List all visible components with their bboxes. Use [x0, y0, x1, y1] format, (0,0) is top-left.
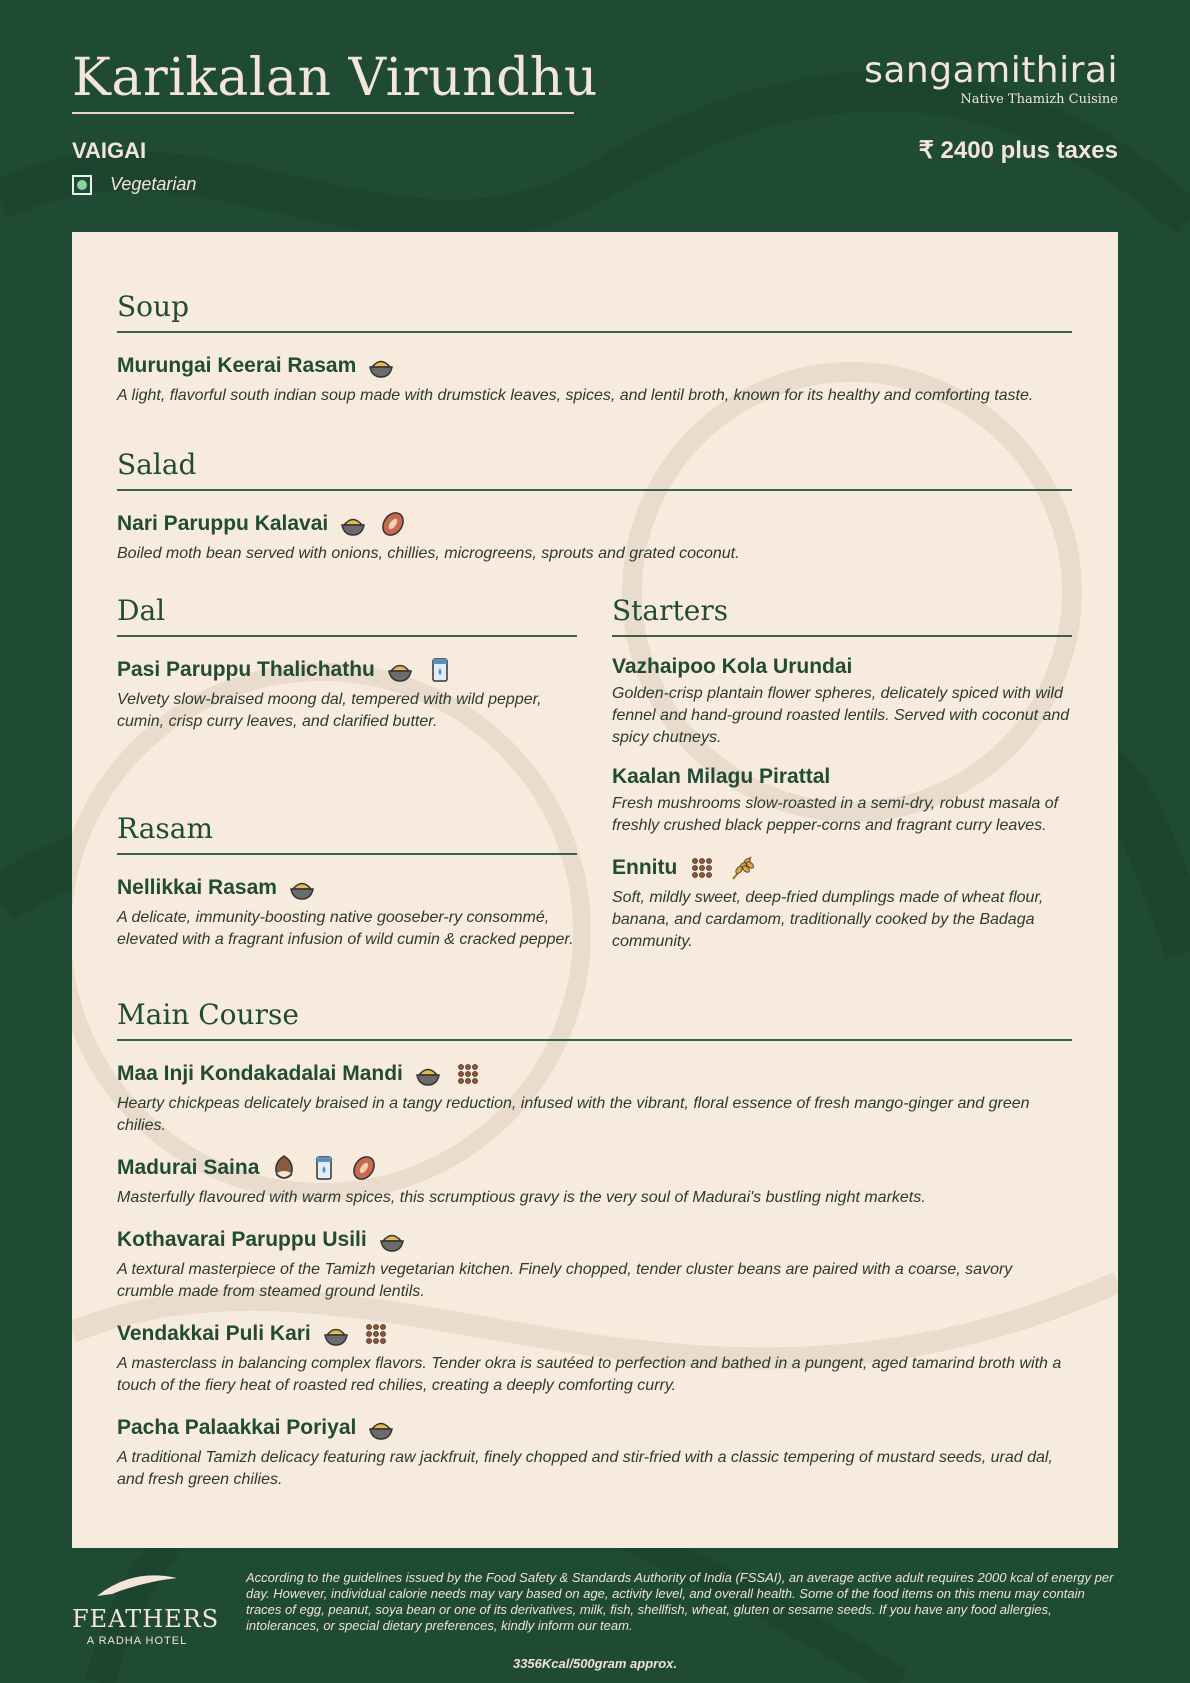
section-title: Soup — [117, 290, 189, 323]
section-title: Dal — [117, 594, 166, 627]
dish-name: Pasi Paruppu Thalichathu — [117, 657, 375, 681]
seed-icon — [349, 1153, 379, 1183]
bowl-icon — [385, 655, 415, 685]
bowl-icon — [377, 1225, 407, 1255]
section-divider — [117, 489, 1072, 491]
dish-description: Velvety slow-braised moong dal, tempered with wild pepper, cumin, crisp curry leaves, and clarified butter. — [117, 690, 542, 730]
dish-item — [117, 1413, 1072, 1491]
section-main-course — [117, 998, 1072, 1507]
section-title: Rasam — [117, 812, 214, 845]
bowl-icon — [413, 1059, 443, 1089]
nut-icon — [269, 1153, 299, 1183]
dish-name: Maa Inji Kondakadalai Mandi — [117, 1061, 403, 1085]
section-rasam — [117, 812, 577, 967]
dish-name: Kaalan Milagu Pirattal — [612, 764, 831, 788]
dish-description: A masterclass in balancing complex flavors. Tender okra is sautéed to perfection and bathed in a pungent, aged tamarind broth with a touch of the fiery heat of roasted red chilies, creating a deeply comforting curry. — [117, 1354, 1062, 1394]
milk-icon — [425, 655, 455, 685]
dish-name: Madurai Saina — [117, 1155, 260, 1179]
dish-name: Vendakkai Puli Kari — [117, 1321, 311, 1345]
dish-description: Soft, mildly sweet, deep-fried dumplings made of wheat flour, banana, and cardamom, traditionally cooked by the Badaga community. — [612, 888, 1044, 950]
page-title: Karikalan Virundhu — [72, 48, 598, 108]
allergen-disclaimer: According to the guidelines issued by the Food Safety & Standards Authority of India (FSSAI), an average active adult requires 2000 kcal of energy per day. However, individual calorie needs may vary based on age, activity level, and overall health. Some of the food items on this menu may contain traces of egg, peanut, soya bean or one of its derivatives, milk, fish, shellfish, wheat, gluten or sesame seeds. If you have any food allergies, intolerances, or special dietary preferences, kindly inform our team. — [246, 1570, 1114, 1633]
seed-icon — [378, 509, 408, 539]
dish-item — [612, 765, 1072, 837]
section-starters — [612, 594, 1072, 969]
dish-name: Murungai Keerai Rasam — [117, 353, 357, 377]
menu-price: ₹ 2400 plus taxes — [918, 137, 1118, 164]
section-title: Starters — [612, 594, 729, 627]
section-divider — [117, 853, 577, 855]
dish-description: A textural masterpiece of the Tamizh vegetarian kitchen. Finely chopped, tender cluster beans are paired with a coarse, savory crumble made from steamed ground lentils. — [117, 1260, 1013, 1300]
dish-description: Hearty chickpeas delicately braised in a tangy reduction, infused with the vibrant, floral essence of fresh mango-ginger and green chilies. — [117, 1094, 1030, 1134]
veg-label: Vegetarian — [110, 174, 197, 194]
bowl-icon — [321, 1319, 351, 1349]
section-title: Salad — [117, 448, 197, 481]
dish-item — [117, 351, 1072, 407]
dish-item — [117, 1059, 1072, 1137]
dish-item — [117, 1153, 1072, 1209]
menu-card — [72, 232, 1118, 1548]
feather-icon — [92, 1572, 182, 1600]
hotel-tagline: A RADHA HOTEL — [86, 1635, 188, 1647]
dish-name: Ennitu — [612, 855, 678, 879]
dish-description: Fresh mushrooms slow-roasted in a semi-dry, robust masala of freshly crushed black pepper-corns and fragrant curry leaves. — [612, 794, 1059, 834]
dish-description: A delicate, immunity-boosting native gooseber-ry consommé, elevated with a fragrant infusion of wild cumin & cracked pepper. — [117, 908, 574, 948]
section-divider — [117, 331, 1072, 333]
grains-icon — [361, 1319, 391, 1349]
dish-item — [117, 655, 577, 733]
dish-name: Nellikkai Rasam — [117, 875, 277, 899]
calorie-note: 3356Kcal/500gram approx. — [512, 1656, 678, 1671]
dish-description: A light, flavorful south indian soup made with drumstick leaves, spices, and lentil broth, known for its healthy and comforting taste. — [117, 386, 1034, 404]
dish-item — [612, 853, 1072, 953]
brand-name: sangamithirai — [864, 50, 1118, 91]
bowl-icon — [287, 873, 317, 903]
dish-item — [117, 509, 1072, 565]
section-divider — [117, 1039, 1072, 1041]
menu-subtitle: VAIGAI — [72, 138, 147, 163]
dish-item — [117, 1319, 1072, 1397]
section-title: Main Course — [117, 998, 299, 1031]
dish-description: Golden-crisp plantain flower spheres, delicately spiced with wild fennel and hand-ground roasted lentils. Served with coconut and spicy chutneys. — [612, 684, 1070, 746]
grains-icon — [687, 853, 717, 883]
dish-item — [117, 1225, 1072, 1303]
bowl-icon — [366, 351, 396, 381]
dish-item — [612, 655, 1072, 749]
veg-symbol-icon — [72, 175, 92, 195]
dish-item — [117, 873, 577, 951]
section-soup — [117, 290, 1072, 423]
dish-name: Kothavarai Paruppu Usili — [117, 1227, 367, 1251]
bowl-icon — [338, 509, 368, 539]
dish-name: Vazhaipoo Kola Urundai — [612, 654, 853, 678]
milk-icon — [309, 1153, 339, 1183]
grains-icon — [453, 1059, 483, 1089]
wheat-icon — [727, 853, 757, 883]
dish-name: Nari Paruppu Kalavai — [117, 511, 329, 535]
section-divider — [117, 635, 577, 637]
dish-description: A traditional Tamizh delicacy featuring raw jackfruit, finely chopped and stir-fried with a classic tempering of mustard seeds, urad dal, and fresh green chilies. — [117, 1448, 1053, 1488]
dish-name: Pacha Palaakkai Poriyal — [117, 1415, 357, 1439]
hotel-name: FEATHERS — [72, 1605, 220, 1633]
title-divider — [72, 112, 574, 114]
dish-description: Boiled moth bean served with onions, chillies, microgreens, sprouts and grated coconut. — [117, 544, 740, 562]
veg-indicator — [72, 174, 196, 195]
section-dal — [117, 594, 577, 749]
brand-logo — [864, 52, 1118, 107]
bowl-icon — [366, 1413, 396, 1443]
brand-tagline: Native Thamizh Cuisine — [960, 92, 1118, 107]
dish-description: Masterfully flavoured with warm spices, this scrumptious gravy is the very soul of Madurai's bustling night markets. — [117, 1188, 926, 1206]
section-divider — [612, 635, 1072, 637]
section-salad — [117, 448, 1072, 581]
hotel-logo — [72, 1572, 220, 1647]
